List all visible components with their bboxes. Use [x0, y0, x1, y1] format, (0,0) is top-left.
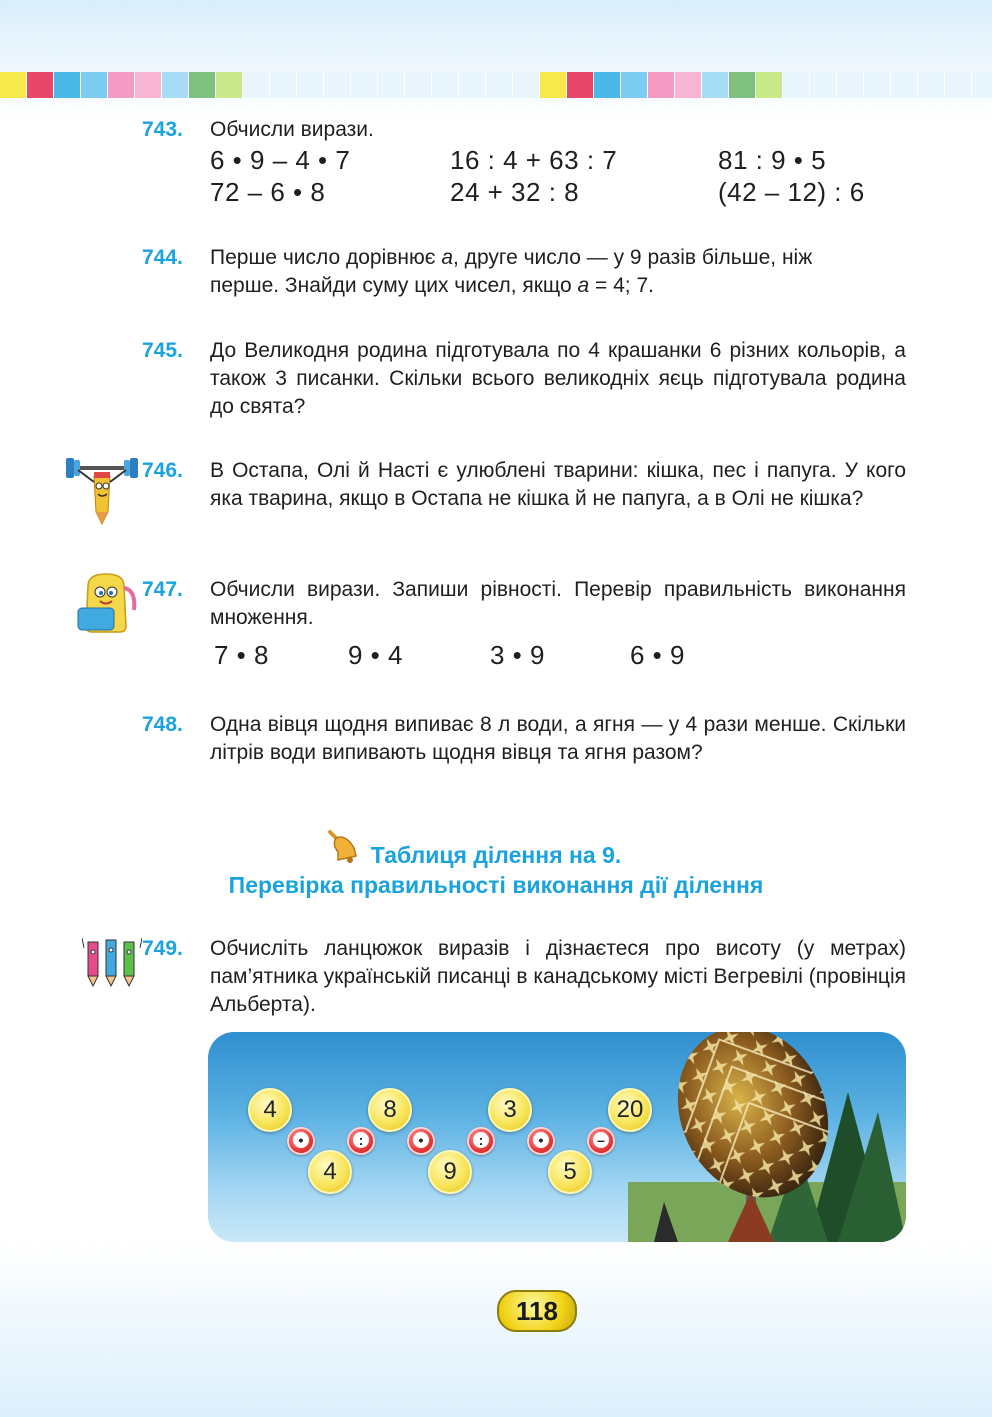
strip-cell	[756, 72, 783, 98]
task-text: Обчисли вирази.	[210, 118, 374, 141]
strip-cell	[27, 72, 54, 98]
strip-cell	[351, 72, 378, 98]
strip-cell	[648, 72, 675, 98]
task-number: 747.	[142, 578, 183, 601]
task-text: Одна вівця щодня випиває 8 л води, а ягня — у 4 рази менше. Скільки літрів води випивають щодня вівця та ягня разом?	[210, 713, 906, 764]
expression: 81 : 9 • 5	[718, 145, 827, 175]
strip-cell	[108, 72, 135, 98]
chain-operator: –	[587, 1127, 615, 1155]
strip-cell	[837, 72, 864, 98]
strip-cell	[675, 72, 702, 98]
expression: (42 – 12) : 6	[718, 177, 865, 207]
pencil-weightlifter-icon	[64, 452, 140, 526]
strip-cell	[459, 72, 486, 98]
pencils-mascot-icon	[82, 934, 142, 990]
color-strip	[0, 72, 992, 98]
variable-a: а	[577, 274, 590, 297]
chain-number: 8	[368, 1088, 412, 1132]
strip-cell	[135, 72, 162, 98]
strip-cell	[297, 72, 324, 98]
chain-number: 3	[488, 1088, 532, 1132]
expression: 7 • 8	[214, 640, 269, 670]
task-text: Обчисли вирази. Запиши рівності. Перевір правильність виконання множення.	[210, 578, 906, 629]
section-title-line1: Таблиця ділення на 9.	[370, 842, 622, 868]
expression: 24 + 32 : 8	[450, 177, 580, 207]
task-text: Перше число дорівнює а, друге число — у 9 разів більше, ніж перше. Знайди суму цих чисел, якщо а = 4; 7.	[210, 246, 813, 297]
task-number: 749.	[142, 937, 183, 960]
chain-operator: :	[467, 1127, 495, 1155]
chain-number: 20	[608, 1088, 652, 1132]
chain-operator: •	[287, 1127, 315, 1155]
strip-cell	[783, 72, 810, 98]
strip-cell	[513, 72, 540, 98]
expression: 16 : 4 + 63 : 7	[450, 145, 618, 175]
strip-cell	[864, 72, 891, 98]
strip-cell	[405, 72, 432, 98]
task-number: 746.	[142, 459, 183, 482]
expression: 3 • 9	[490, 640, 545, 670]
chain-operator: •	[527, 1127, 555, 1155]
strip-cell	[243, 72, 270, 98]
strip-cell	[729, 72, 756, 98]
strip-cell	[567, 72, 594, 98]
variable-a: а	[441, 246, 454, 269]
expression: 6 • 9	[630, 640, 685, 670]
chain-number: 9	[428, 1150, 472, 1194]
strip-cell	[945, 72, 972, 98]
task-number: 748.	[142, 713, 183, 736]
strip-cell	[594, 72, 621, 98]
strip-cell	[324, 72, 351, 98]
strip-cell	[270, 72, 297, 98]
section-title-line2: Перевірка правильності виконання дії ділення	[228, 872, 764, 898]
strip-cell	[81, 72, 108, 98]
strip-cell	[54, 72, 81, 98]
strip-cell	[918, 72, 945, 98]
expression: 6 • 9 – 4 • 7	[210, 145, 351, 175]
strip-cell	[189, 72, 216, 98]
task-number: 745.	[142, 339, 183, 362]
strip-cell	[540, 72, 567, 98]
task-number: 743.	[142, 118, 183, 141]
chain-number: 4	[248, 1088, 292, 1132]
task-number: 744.	[142, 246, 183, 269]
strip-cell	[378, 72, 405, 98]
strip-cell	[216, 72, 243, 98]
expression: 9 • 4	[348, 640, 403, 670]
page-number: 118	[497, 1290, 577, 1332]
strip-cell	[486, 72, 513, 98]
strip-cell	[702, 72, 729, 98]
expression: 72 – 6 • 8	[210, 177, 326, 207]
strip-cell	[432, 72, 459, 98]
chain-number: 4	[308, 1150, 352, 1194]
task-text: До Великодня родина підготувала по 4 крашанки 6 різних кольорів, а також 3 писанки. Скільки всього великодніх яєць підготувала родина до свята?	[210, 339, 906, 418]
chain-operator: :	[347, 1127, 375, 1155]
strip-cell	[891, 72, 918, 98]
strip-cell	[0, 72, 27, 98]
strip-cell	[810, 72, 837, 98]
strip-cell	[162, 72, 189, 98]
task-text: В Остапа, Олі й Насті є улюблені тварини: кішка, пес і папуга. У кого яка тварина, якщо в Остапа не кішка й не папуга, а в Олі не кішка?	[210, 459, 906, 510]
backpack-mascot-icon	[74, 570, 140, 634]
chain-operator: •	[407, 1127, 435, 1155]
task-text: Обчисліть ланцюжок виразів і дізнаєтеся про висоту (у метрах) пам’ятника українській писанці в канадському місті Вегревілі (провінція Альберта).	[210, 937, 906, 1016]
strip-cell	[621, 72, 648, 98]
chain-number: 5	[548, 1150, 592, 1194]
strip-cell	[972, 72, 992, 98]
